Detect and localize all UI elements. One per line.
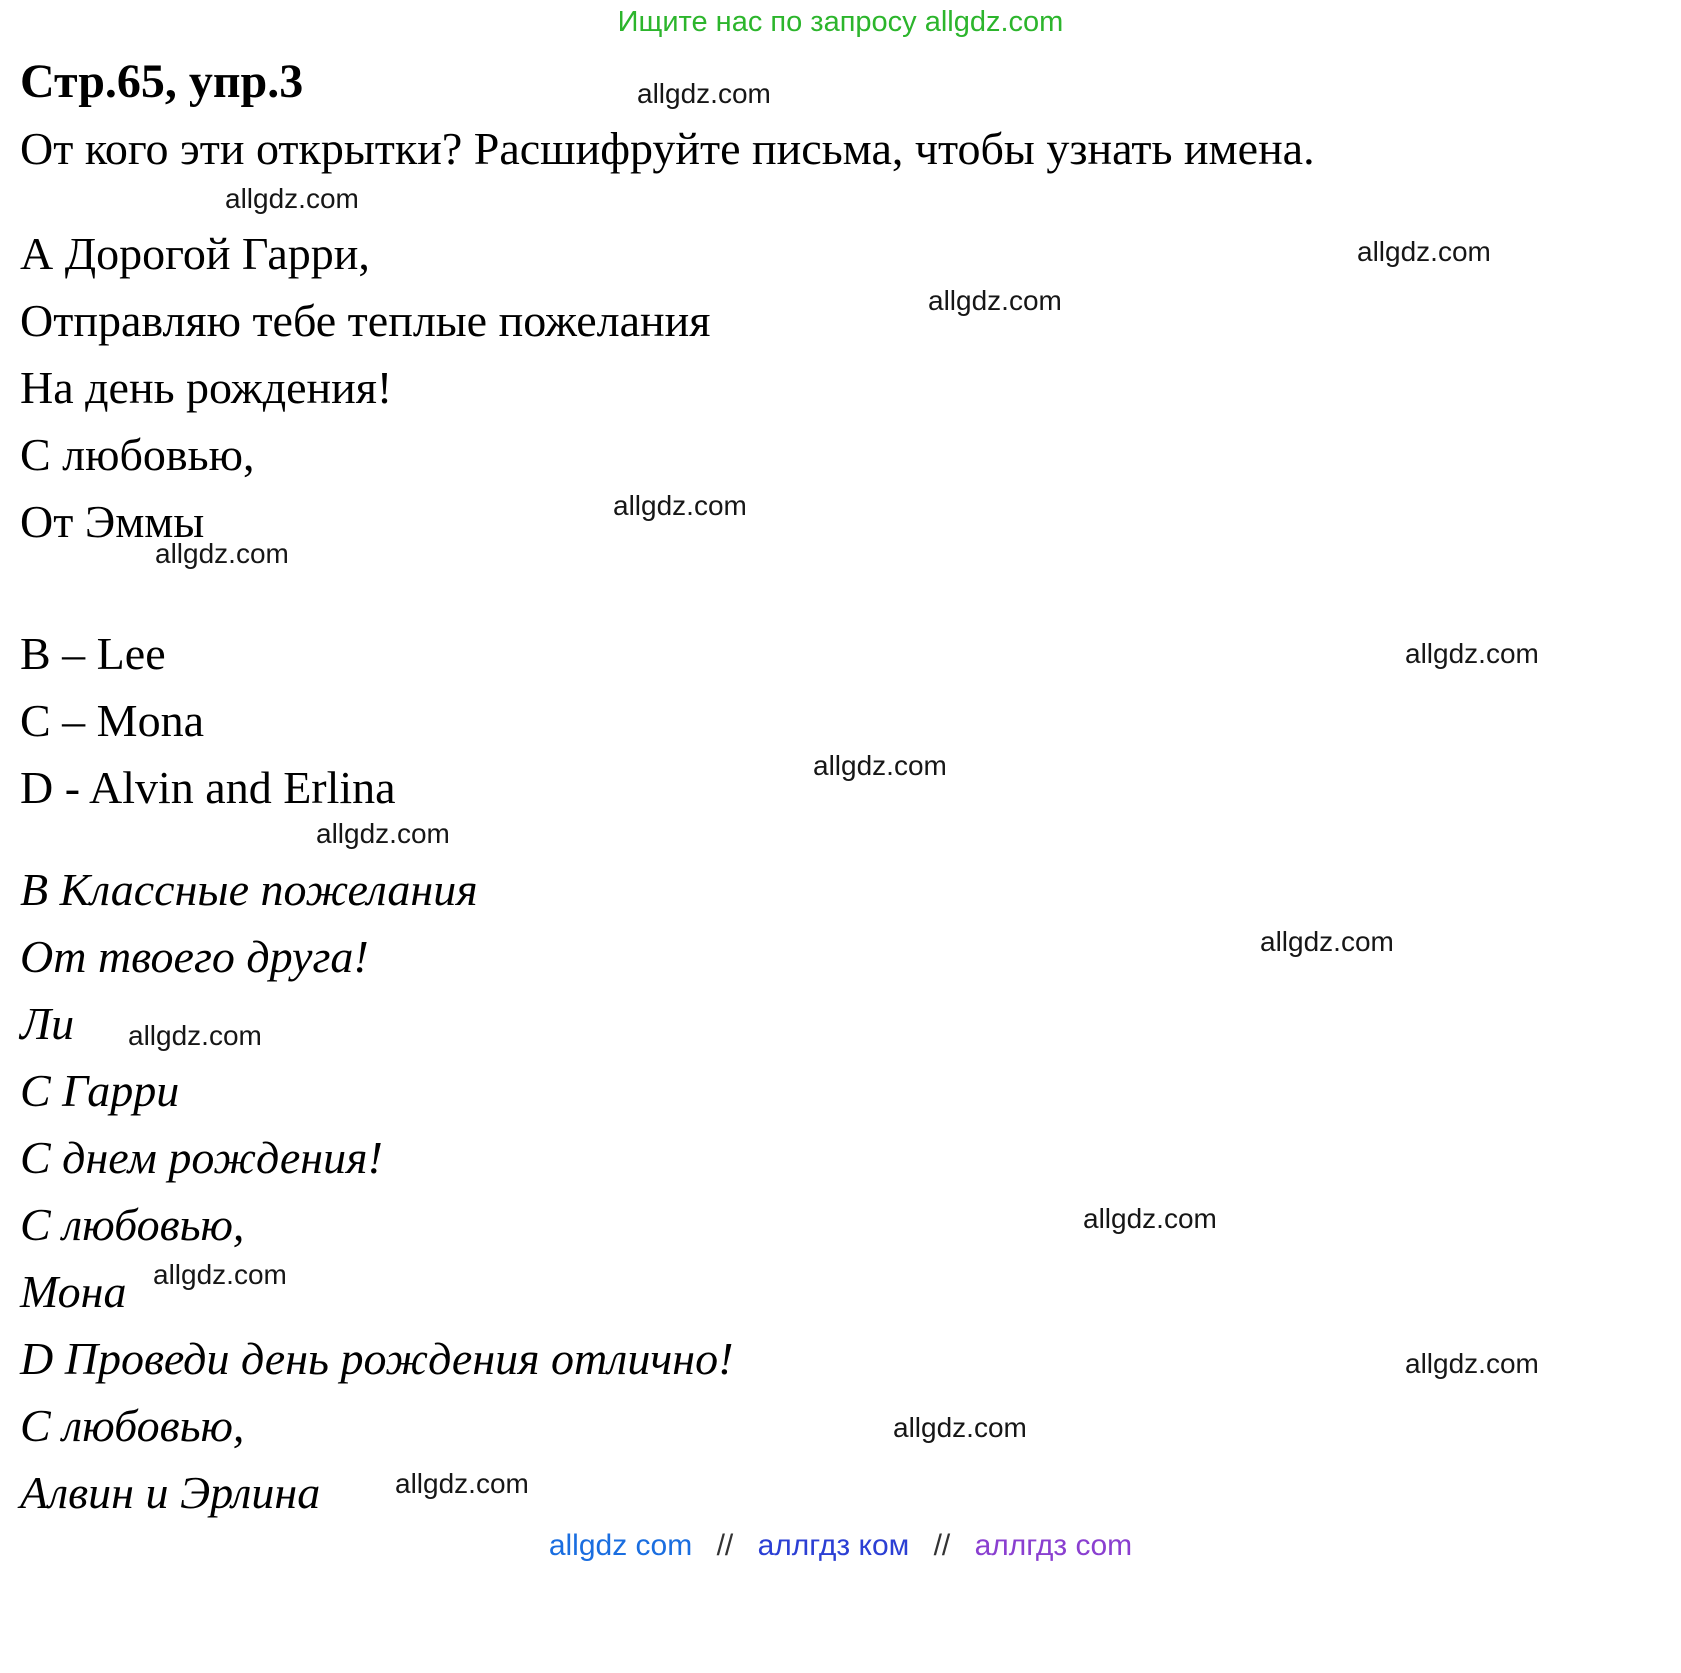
watermark: allgdz.com [1405, 638, 1539, 669]
watermark: allgdz.com [813, 750, 947, 781]
watermark: allgdz.com [893, 1412, 1027, 1443]
postcard-a-line: Отправляю тебе теплые пожелания [20, 295, 711, 346]
translation-b-line: От твоего друга! [20, 931, 369, 982]
watermark: allgdz.com [1405, 1348, 1539, 1379]
translation-c-line: С любовью, [20, 1199, 245, 1250]
translation-c-line: С Гарри [20, 1065, 180, 1116]
translation-d-line: Алвин и Эрлина [20, 1467, 321, 1518]
footer-links [20, 1528, 1661, 1564]
watermark: allgdz.com [153, 1259, 287, 1290]
postcard-a-line: А Дорогой Гарри, [20, 228, 370, 279]
top-banner-text: Ищите нас по запросу allgdz.com [617, 6, 1064, 38]
watermark: allgdz.com [225, 183, 359, 214]
watermark: allgdz.com [613, 490, 747, 521]
answer-line: C – Mona [20, 695, 204, 746]
answer-line: D - Alvin and Erlina [20, 762, 396, 813]
watermark: allgdz.com [316, 818, 450, 849]
task-text: От кого эти открытки? Расшифруйте письма, чтобы узнать имена. [20, 123, 1315, 174]
postcard-a-line: С любовью, [20, 429, 255, 480]
postcard-a-line: На день рождения! [20, 362, 393, 413]
translations-block [20, 856, 1661, 1526]
exercise-heading: Стр.65, упр.3 [20, 55, 304, 108]
watermark: allgdz.com [128, 1020, 262, 1051]
translation-c-line: С днем рождения! [20, 1132, 383, 1183]
watermark: allgdz.com [1260, 926, 1394, 957]
watermark: allgdz.com [155, 538, 289, 569]
translation-b-line: В Классные пожелания [20, 864, 478, 915]
footer-link[interactable]: аллгдз com [974, 1529, 1133, 1562]
footer-link[interactable]: аллгдз ком [757, 1529, 910, 1562]
postcard-a-text [20, 220, 1661, 555]
translation-d-line: С любовью, [20, 1400, 245, 1451]
postcard-a-line: От Эммы [20, 496, 205, 547]
watermark: allgdz.com [928, 285, 1062, 316]
watermark: allgdz.com [1357, 236, 1491, 267]
translation-b [20, 856, 1661, 1057]
watermark: allgdz.com [1083, 1203, 1217, 1234]
footer-separator: // [933, 1529, 951, 1562]
translation-d-line: D Проведи день рождения отлично! [20, 1333, 734, 1384]
answer-line: B – Lee [20, 628, 166, 679]
translation-b-line: Ли [20, 998, 75, 1049]
watermark: allgdz.com [395, 1468, 529, 1499]
watermark: allgdz.com [637, 78, 771, 109]
footer-link[interactable]: allgdz com [548, 1529, 693, 1562]
translation-c-line: Мона [20, 1266, 127, 1317]
main-content [0, 48, 1681, 1564]
footer-separator: // [716, 1529, 734, 1562]
